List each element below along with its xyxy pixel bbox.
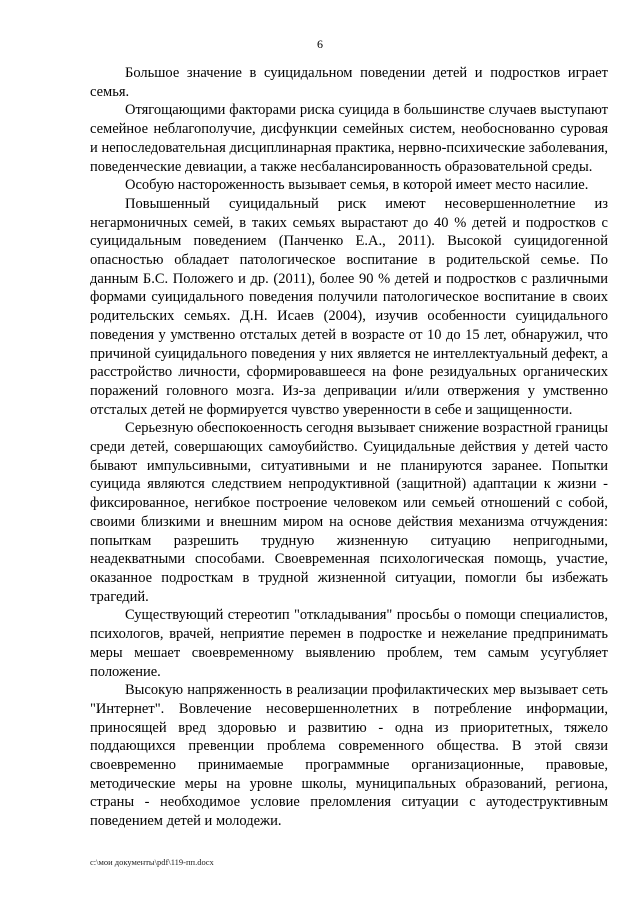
footer-file-path: c:\мои документы\pdf\119-пп.docx (90, 857, 214, 867)
paragraph-internet: Высокую напряженность в реализации профилактических мер вызывает сеть "Интернет". Вовлечение несовершеннолетних в потребление информации, приносящей вред здоровью и развитию - одна из приоритетных, тяжело поддающихся превенции проблема современного общества. В этой связи своевременно принимаемые программные организационные, правовые, методические меры на уровне школы, муниципальных образований, региона, страны - необходимое условие преломления ситуации с аутодеструктивным поведением детей и молодежи. (90, 682, 608, 830)
document-body (90, 64, 608, 831)
paragraph-stereotype: Существующий стереотип "откладывания" просьбы о помощи специалистов, психологов, врачей, неприятие перемен в подростке и нежелание предпринимать меры мешает своевременному выявлению проблем, тем самым усугубляет положение. (90, 607, 608, 680)
paragraph-age-concern: Серьезную обеспокоенность сегодня вызывает снижение возрастной границы среди детей, совершающих самоубийство. Суицидальные действия у детей часто бывают импульсивными, ситуативными и не планируются заранее. Попытки суицида являются следствием непродуктивной (защитной) адаптации к жизни - фиксированное, негибкое построение человеком или семьей отношений с собой, своими близкими и внешним миром на основе действия механизма отчуждения: попыткам разрешить трудную жизненную ситуацию непригодными, неадекватными способами. Своевременная психологическая помощь, участие, оказанное подросткам в трудной жизненной ситуации, помогли бы избежать трагедий. (90, 420, 608, 605)
page-number: 6 (317, 37, 323, 51)
paragraph-violence: Особую настороженность вызывает семья, в которой имеет место насилие. (125, 177, 589, 194)
paragraph-family-role: Большое значение в суицидальном поведении детей и подростков играет семья. (90, 65, 608, 100)
paragraph-risk-factors: Отягощающими факторами риска суицида в большинстве случаев выступают семейное неблагополучие, дисфункции семейных систем, необоснованно суровая и непоследовательная дисциплинарная практика, нервно-психические заболевания, поведенческие девиации, а также несбалансированность образовательной среды. (90, 102, 608, 175)
paragraph-elevated-risk: Повышенный суицидальный риск имеют несовершеннолетние из негармоничных семей, в таких семьях вырастают до 40 % детей и подростков с суицидальным поведением (Панченко Е.А., 2011). Высокой суицидогенной опасностью обладает патологическое воспитание в родительской семье. По данным Б.С. Положего и др. (2011), более 90 % детей и подростков с различными формами суицидального поведения получили патологическое воспитание в своих родительских семьях. Д.Н. Исаев (2004), изучив особенности суицидального поведения у умственно отсталых детей в возрасте от 10 до 15 лет, обнаружил, что причиной суицидального поведения у них является не интеллектуальный дефект, а расстройство личности, сформировавшееся на фоне резидуальных органических поражений головного мозга. Из-за депривации и/или отвержения у умственно отсталых детей не формируется чувство уверенности в себе и защищенности. (90, 195, 608, 418)
